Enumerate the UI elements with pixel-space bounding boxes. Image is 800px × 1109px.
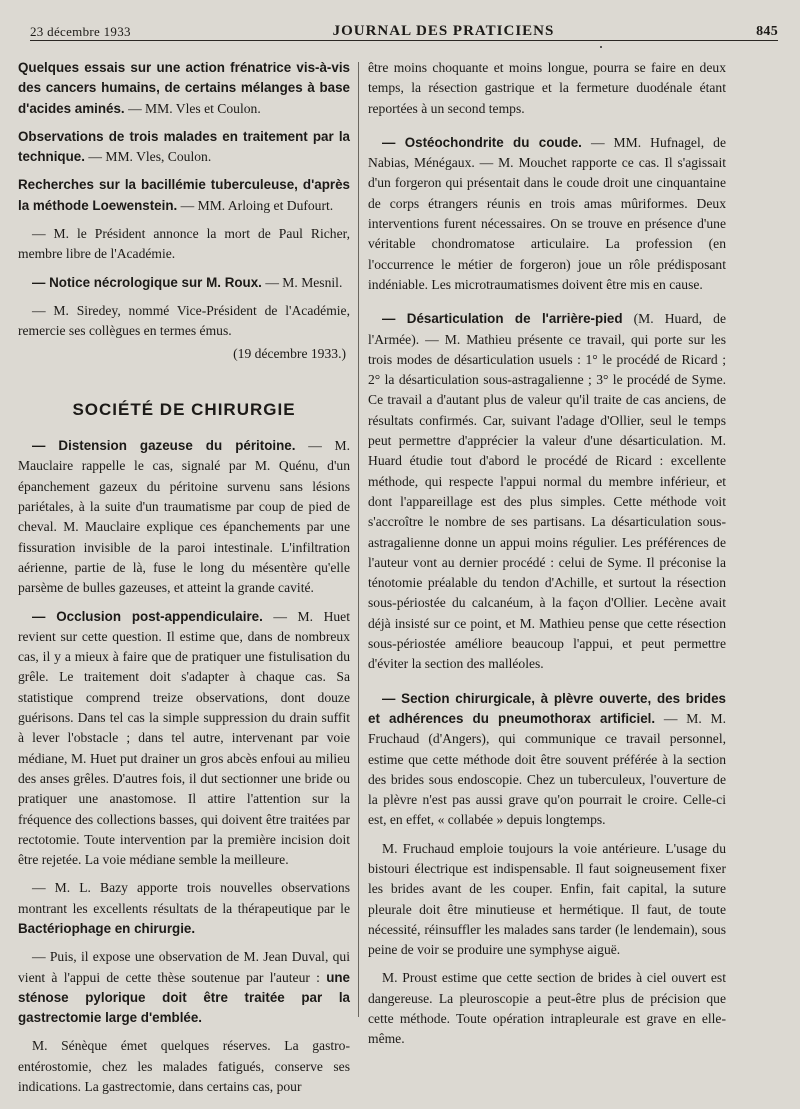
paragraph: M. Fruchaud emploie toujours la voie antérieure. L'usage du bistouri électrique est indispensable. Il faut soigneusement fixer les brides avant de les couper. Enfin, fait capital, la suture pleurale doit être minutieuse et hermétique. Il faut, de toute nécessité, réinsuffler les malades sans tarder (le lendemain), sous peine de voir se produire une symphyse aiguë. xyxy=(368,840,726,958)
paragraph: — Occlusion post-appendiculaire. — M. Huet revient sur cette question. Il estime que, dans de nombreux cas, il y a mieux à faire que de pratiquer une fistulisation du grêle. Le traitement doit s'adapter à chaque cas. Sa statistique comprend treize observations, dont douze guérisons. Dans tel cas la simple suppression du drain suffit à lever l'obstacle ; dans tel autre, intervenant par voie médiane, M. Huet put drainer un gros abcès enfoui au milieu des anses grêles. D'autres fois, il dut sectionner une bride ou pratiquer une anastomose. Il attire l'attention sur la fréquence des collections basses, qui doivent être traitées par rectotomie. Toute intervention par la première incision doit être rejetée. La voie médiane semble la meilleure. xyxy=(18,608,350,868)
paragraph: M. Sénèque émet quelques réserves. La gastro-entérostomie, chez les malades fatigués, conserve ses indications. La gastrectomie, dans certains cas, pour xyxy=(18,1038,350,1095)
date-signature: (19 décembre 1933.) xyxy=(233,345,346,361)
paragraph: M. Proust estime que cette section de brides à ciel ouvert est dangereuse. La pleuroscopie a peut-être plus de précision que cette méthode. Toute opération intrapleurale est grave en elle-même. xyxy=(368,970,726,1047)
column-rule xyxy=(358,62,359,1017)
page-number: 845 xyxy=(756,24,778,39)
paragraph: — Puis, il expose une observation de M. Jean Duval, qui vient à l'appui de cette thèse soutenue par l'auteur : une sténose pylorique doit être traitée par la gastrectomie large d'emblée. xyxy=(18,949,350,1026)
paragraph: — Désarticulation de l'arrière-pied (M. Huard, de l'Armée). — M. Mathieu présente ce travail, qui porte sur les trois modes de désarticulation usuels : 1° le procédé de Ricard ; 2° la désarticulation sous-astragalienne ; 3° le procédé de Syme. Ce travail a d'autant plus de valeur qu'il traite de cas anciens, de résultats confirmés. Car, suivant l'adage d'Ollier, seul le temps peut permettre d'apprécier la valeur d'une désarticulation. M. Huard étudie tout d'abord le procédé de Ricard : excellente méthode, qui respecte l'appui normal du membre inférieur, et dont l'appareillage est des plus simples. Cette méthode voit s'accroître le nombre de ses partisans. La désarticulation sous-astragalienne donne un appui moins régulier. Les préférences de l'auteur vont au dernier procédé : celui de Syme. Il préconise la ténotomie préalable du tendon d'Achille, et surtout la résection sous-périostée du calcanéum, à la façon d'Ollier. Lecène avait déjà insisté sur ce point, et M. Mathieu pense que cette résection sous-périostée améliore beaucoup l'appui, et peut permettre d'éviter la section des malléoles. xyxy=(368,311,726,672)
running-header xyxy=(30,18,778,41)
paragraph: Recherches sur la bacillémie tuberculeuse, d'après la méthode Loewenstein. — MM. Arloing et Dufourt. xyxy=(18,177,350,213)
left-column xyxy=(18,58,350,1105)
right-column xyxy=(368,58,726,1058)
paragraph: — Section chirurgicale, à plèvre ouverte, des brides et adhérences du pneumothorax artificiel. — M. M. Fruchaud (d'Angers), qui communique ce travail personnel, estime que cette méthode doit être souvent préférée à la section des brides sous endoscopie. Chez un tuberculeux, l'ouverture de la plèvre n'est pas aussi grave qu'on pourrait le croire. Celle-ci est, en effet, « collabée » depuis longtemps. xyxy=(368,690,726,828)
paragraph: — Notice nécrologique sur M. Roux. — M. Mesnil. xyxy=(32,274,343,290)
section-heading: SOCIÉTÉ DE CHIRURGIE xyxy=(72,399,296,419)
paragraph: Observations de trois malades en traitement par la technique. — MM. Vles, Coulon. xyxy=(18,128,350,165)
paragraph: — Ostéochondrite du coude. — MM. Hufnagel, de Nabias, Ménégaux. — M. Mouchet rapporte ce cas. Il s'agissait d'un forgeron qui présentait dans le coude droit une cinquantaine de corps étrangers réunis en trois amas mûriformes. Deux interventions furent nécessaires. On se trouve en présence d'une véritable chondromatose articulaire. La profession (en l'occurrence le métier de forgeron) joue un rôle prédisposant indéniable. Les microtraumatismes doivent être mis en cause. xyxy=(368,134,726,292)
paragraph: — M. L. Bazy apporte trois nouvelles observations montrant les excellents résultats de la thérapeutique par le Bactériophage en chirurgie. xyxy=(18,880,350,936)
paragraph: Quelques essais sur une action frénatrice vis-à-vis des cancers humains, de certains mélanges à base d'acides aminés. — MM. Vles et Coulon. xyxy=(18,60,350,116)
speck xyxy=(600,46,602,48)
paragraph: — M. le Président annonce la mort de Paul Richer, membre libre de l'Académie. xyxy=(18,226,350,262)
paragraph: être moins choquante et moins longue, pourra se faire en deux temps, la résection gastrique et la fermeture duodénale étant reportées à un second temps. xyxy=(368,60,726,116)
header-date: 23 décembre 1933 xyxy=(30,24,131,39)
journal-title: JOURNAL DES PRATICIENS xyxy=(332,23,555,39)
paragraph: — Distension gazeuse du péritoine. — M. Mauclaire rappelle le cas, signalé par M. Quénu, d'un épanchement gazeux du péritoine survenu sans lésions pariétales, à la suite d'un traumatisme par coup de pied de cheval. M. Mauclaire explique ces épanchements par une fissuration invisible de la paroi intestinale. L'infiltration aérienne, partie de là, fuse le long du mésentère qu'elle parsème de bulles gazeuses, et atteint la grande cavité. xyxy=(18,438,350,596)
paragraph: — M. Siredey, nommé Vice-Président de l'Académie, remercie ses collègues en termes émus. xyxy=(18,302,350,339)
